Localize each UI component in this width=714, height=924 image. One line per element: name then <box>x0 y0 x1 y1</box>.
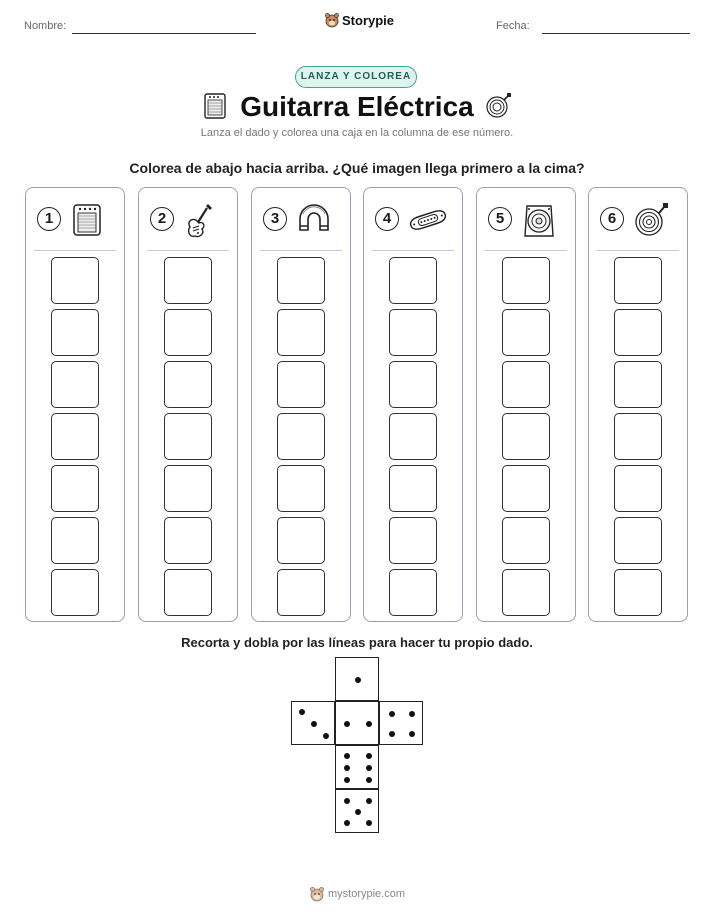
footer <box>310 886 405 902</box>
brand-name: Storypie <box>342 12 395 28</box>
color-box[interactable] <box>389 257 437 304</box>
color-box[interactable] <box>277 413 325 460</box>
subtitle: Lanza el dado y colorea una caja en la columna de ese número. <box>200 127 514 139</box>
die-face-6 <box>335 745 379 789</box>
column-number: 5 <box>488 207 512 231</box>
die-pip <box>409 731 415 737</box>
die-pip <box>366 765 372 771</box>
die-face-1 <box>335 657 379 701</box>
color-box[interactable] <box>614 517 662 564</box>
color-box[interactable] <box>614 309 662 356</box>
column-6 <box>588 187 688 622</box>
color-box[interactable] <box>164 257 212 304</box>
color-box[interactable] <box>51 413 99 460</box>
color-box[interactable] <box>389 517 437 564</box>
color-box[interactable] <box>502 309 550 356</box>
color-box[interactable] <box>502 517 550 564</box>
color-box[interactable] <box>277 517 325 564</box>
column-divider <box>147 250 229 251</box>
color-box[interactable] <box>502 569 550 616</box>
column-divider <box>260 250 342 251</box>
color-box[interactable] <box>614 569 662 616</box>
page-title: Guitarra Eléctrica <box>240 91 474 122</box>
column-number: 4 <box>375 207 399 231</box>
color-box[interactable] <box>51 517 99 564</box>
color-box[interactable] <box>51 465 99 512</box>
color-box[interactable] <box>277 257 325 304</box>
column-number: 3 <box>263 207 287 231</box>
die-pip <box>344 721 350 727</box>
footer-url[interactable]: mystorypie.com <box>328 888 406 900</box>
die-face-4 <box>379 701 423 745</box>
color-box[interactable] <box>502 465 550 512</box>
die-pip <box>323 733 329 739</box>
color-box[interactable] <box>614 465 662 512</box>
color-box[interactable] <box>502 413 550 460</box>
die-pip <box>355 809 361 815</box>
name-label: Nombre: <box>24 20 67 32</box>
electric-guitar-icon <box>183 202 217 242</box>
column-divider <box>485 250 567 251</box>
die-pip <box>389 731 395 737</box>
color-box[interactable] <box>164 569 212 616</box>
column-5 <box>476 187 576 622</box>
die-pip <box>344 753 350 759</box>
color-box[interactable] <box>164 517 212 564</box>
storypie-mascot-icon <box>325 12 339 28</box>
column-divider <box>597 250 679 251</box>
storypie-mascot-icon <box>310 886 324 902</box>
date-line[interactable] <box>542 33 690 34</box>
cut-instruction: Recorta y dobla por las líneas para hacer tu propio dado. <box>181 635 533 650</box>
column-4 <box>363 187 463 622</box>
amplifier-icon <box>70 202 104 238</box>
cable-coil-icon <box>633 202 669 238</box>
die-pip <box>344 765 350 771</box>
color-box[interactable] <box>389 361 437 408</box>
color-box[interactable] <box>389 309 437 356</box>
die-face-3 <box>291 701 335 745</box>
column-number: 1 <box>37 207 61 231</box>
column-3 <box>251 187 351 622</box>
die-pip <box>409 711 415 717</box>
die-pip <box>366 798 372 804</box>
column-divider <box>372 250 454 251</box>
color-box[interactable] <box>389 465 437 512</box>
die-pip <box>355 677 361 683</box>
die-face-2 <box>335 701 379 745</box>
column-number: 6 <box>600 207 624 231</box>
column-divider <box>34 250 116 251</box>
color-box[interactable] <box>51 309 99 356</box>
die-pip <box>389 711 395 717</box>
die-pip <box>344 777 350 783</box>
color-box[interactable] <box>389 413 437 460</box>
instruction-text: Colorea de abajo hacia arriba. ¿Qué imagen llega primero a la cima? <box>129 160 585 176</box>
die-pip <box>366 753 372 759</box>
color-box[interactable] <box>614 361 662 408</box>
color-box[interactable] <box>164 361 212 408</box>
color-box[interactable] <box>277 361 325 408</box>
die-pip <box>366 777 372 783</box>
color-box[interactable] <box>277 309 325 356</box>
name-line[interactable] <box>72 33 256 34</box>
speaker-icon <box>521 202 557 240</box>
magnet-icon <box>296 202 332 238</box>
die-pip <box>344 820 350 826</box>
color-box[interactable] <box>614 413 662 460</box>
color-box[interactable] <box>164 413 212 460</box>
color-box[interactable] <box>614 257 662 304</box>
activity-badge: LANZA Y COLOREA <box>295 66 417 88</box>
brand-logo <box>325 12 394 28</box>
color-box[interactable] <box>277 465 325 512</box>
die-pip <box>299 709 305 715</box>
color-box[interactable] <box>277 569 325 616</box>
die-pip <box>344 798 350 804</box>
color-box[interactable] <box>164 465 212 512</box>
color-box[interactable] <box>51 361 99 408</box>
date-label: Fecha: <box>496 20 530 32</box>
column-1 <box>25 187 125 622</box>
color-box[interactable] <box>51 569 99 616</box>
color-box[interactable] <box>51 257 99 304</box>
color-box[interactable] <box>389 569 437 616</box>
color-box[interactable] <box>502 257 550 304</box>
column-2 <box>138 187 238 622</box>
die-pip <box>366 721 372 727</box>
die-face-5 <box>335 789 379 833</box>
color-box[interactable] <box>502 361 550 408</box>
pickup-icon <box>408 202 448 238</box>
cable-coil-icon <box>484 92 512 120</box>
die-pip <box>311 721 317 727</box>
color-box[interactable] <box>164 309 212 356</box>
column-number: 2 <box>150 207 174 231</box>
die-pip <box>366 820 372 826</box>
